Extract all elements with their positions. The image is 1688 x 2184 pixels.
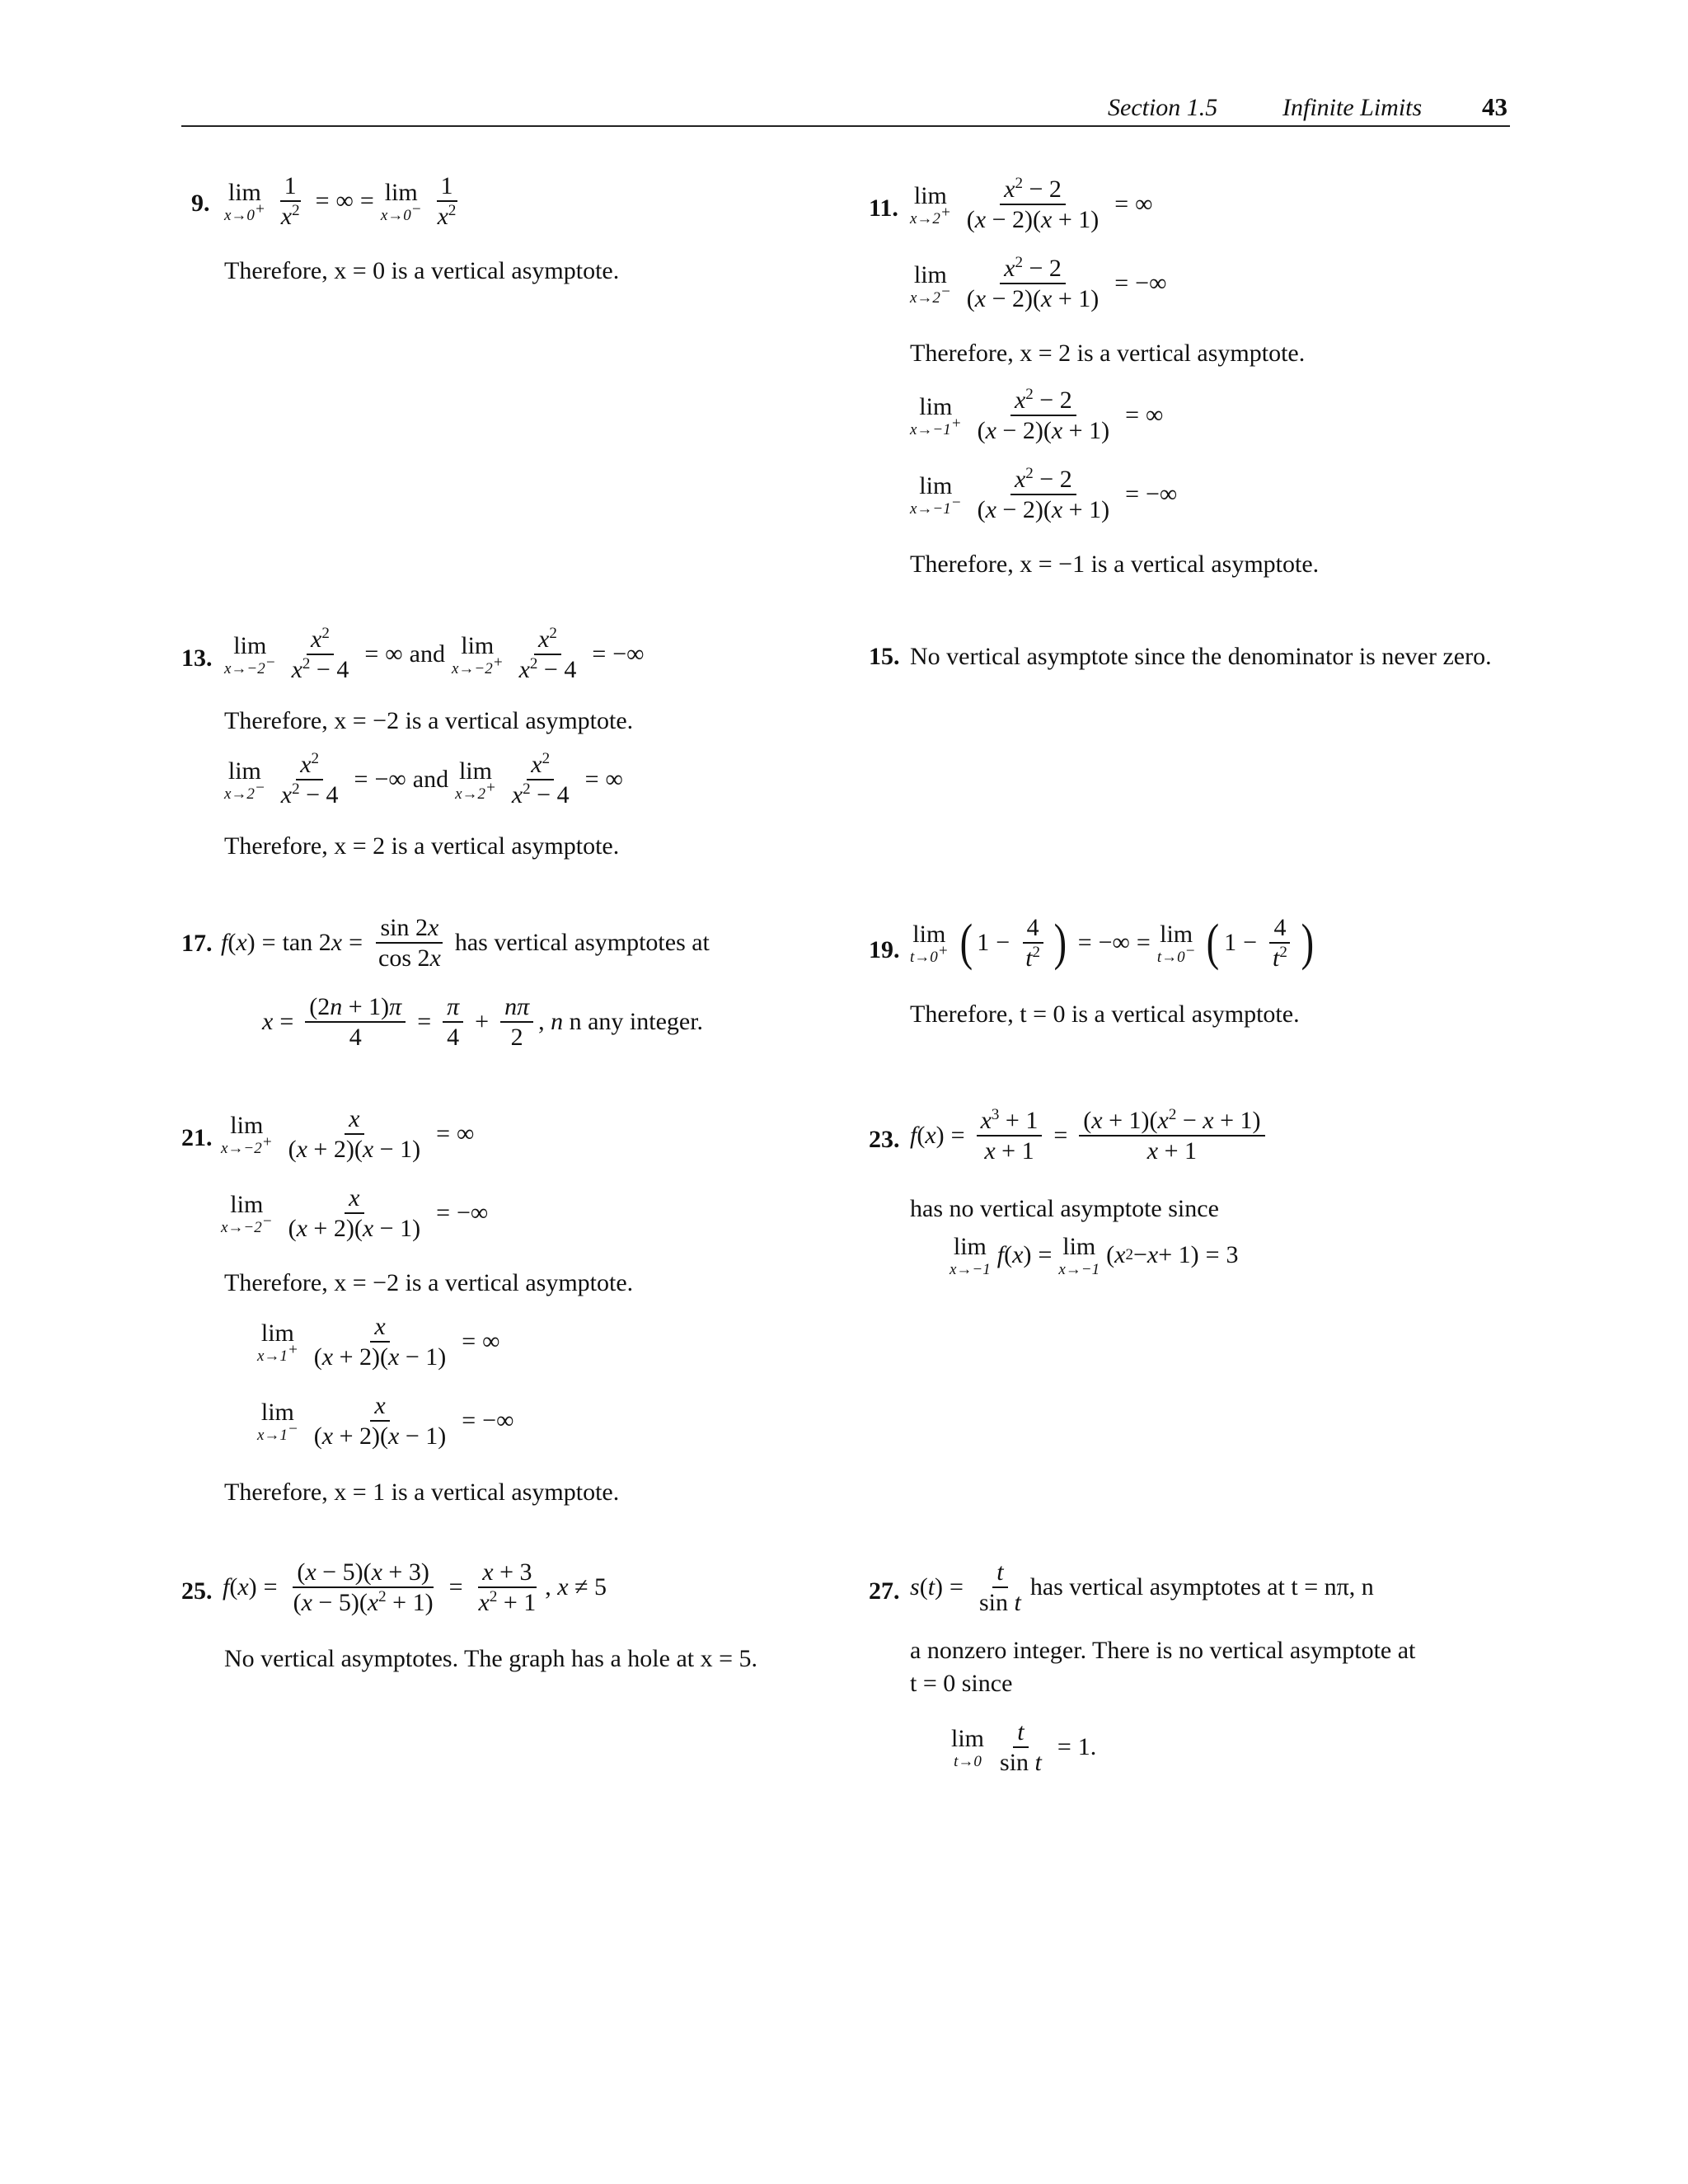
formula: lim x→−1+ $\frac{x^2 - 2}{(x - 2)(x + 1)}$ = ∞	[910, 386, 1164, 445]
conclusion-text: Therefore, x = −2 is a vertical asymptote.	[224, 1269, 634, 1296]
description-text: t = 0 since	[910, 1670, 1013, 1697]
conclusion-text: Therefore, x = −1 is a vertical asymptote.	[910, 551, 1320, 578]
formula: s ( t ) = $\frac{t}{\text{sin t}}$ has vertical asymptotes at t = nπ, n	[910, 1558, 1374, 1617]
formula: lim x→−2+ $\frac{x}{(x + 2)(x - 1)}$ = ∞	[221, 1105, 475, 1164]
formula: lim t→0+ ( 1 − $\frac{4}{t^2}$ ) = −∞ = lim t→0− ( 1 − $\frac{4}{t^2}$ )	[910, 914, 1314, 972]
conclusion-text: Therefore, x = 1 is a vertical asymptote.	[224, 1479, 620, 1506]
description-text: has no vertical asymptote since	[910, 1195, 1219, 1222]
problem-number: 17.	[181, 930, 213, 957]
description-text: has vertical asymptotes at t = nπ, n	[1029, 1573, 1374, 1601]
section-label: Section 1.5	[1108, 94, 1218, 121]
formula: lim x→−1− $\frac{x^2 - 2}{(x - 2)(x + 1)}$ = −∞	[910, 465, 1178, 524]
formula: lim x→−1 f ( x ) = lim x→−1 ( x 2 − x + 1) = 3	[950, 1233, 1239, 1278]
formula: lim x→1− $\frac{x}{(x + 2)(x - 1)}$ = −∞	[257, 1392, 514, 1451]
formula: f ( x ) = tan 2 x = $\frac{\sin 2x}{\cos 2x}$ has vertical asymptotes at	[221, 914, 710, 972]
conclusion-text: Therefore, x = −2 is a vertical asymptote.	[224, 707, 634, 734]
problem-number: 9.	[191, 190, 210, 217]
formula: f ( x ) = $\frac{(x - 5)(x + 3)}{(x - 5)(x^2 + 1)}$ = $\frac{x + 3}{x^2 + 1}$ , x ≠ 5	[223, 1558, 607, 1617]
problem-number: 11.	[869, 194, 898, 222]
problem-number: 25.	[181, 1577, 213, 1605]
formula: lim t→0 $\frac{t}{\text{sin t}}$ = 1.	[951, 1718, 1097, 1777]
description-text: n any integer.	[569, 1008, 704, 1036]
formula: lim x→2− $\frac{x^2 - 2}{(x - 2)(x + 1)}$ = −∞	[910, 254, 1167, 313]
formula: lim x→−2− $\frac{x}{(x + 2)(x - 1)}$ = −∞	[221, 1184, 489, 1243]
formula: lim x→1+ $\frac{x}{(x + 2)(x - 1)}$ = ∞	[257, 1313, 500, 1371]
page-header	[181, 89, 1510, 127]
formula: lim x→2− $\frac{x^2}{x^2 - 4}$ = −∞ and lim x→2+ $\frac{x^2}{x^2 - 4}$ = ∞	[224, 750, 623, 809]
conclusion-text: Therefore, x = 0 is a vertical asymptote.	[224, 257, 620, 284]
description-text: a nonzero integer. There is no vertical asymptote at	[910, 1637, 1416, 1664]
conclusion-text: Therefore, x = 2 is a vertical asymptote.	[224, 832, 620, 860]
problem-number: 27.	[869, 1577, 900, 1605]
problem-number: 13.	[181, 644, 213, 672]
conclusion-text: No vertical asymptotes. The graph has a hole at x = 5.	[224, 1645, 758, 1672]
problem-number: 23.	[869, 1126, 900, 1153]
section-title: Infinite Limits	[1282, 94, 1423, 121]
page-number: 43	[1482, 92, 1507, 121]
formula: x = $\frac{(2n + 1)\pi}{4}$ = $\frac{\pi}{4}$ + $\frac{n\pi}{2}$ , n n any integer.	[262, 993, 704, 1052]
description-text: has vertical asymptotes at	[454, 929, 710, 957]
formula: lim x→0+ $\frac{1}{x^2}$ = ∞ = lim x→0− $\frac{1}{x^2}$	[224, 172, 457, 231]
formula: f ( x ) = $\frac{x^3 + 1}{x + 1}$ = $\frac{(x + 1)(x^2 - x + 1)}{x + 1}$	[910, 1106, 1270, 1166]
formula: lim x→2+ $\frac{x^2 - 2}{(x - 2)(x + 1)}$ = ∞	[910, 175, 1153, 234]
formula: lim x→−2− $\frac{x^2}{x^2 - 4}$ = ∞ and lim x→−2+ $\frac{x^2}{x^2 - 4}$ = −∞	[224, 625, 645, 684]
problem-number: 19.	[869, 936, 900, 963]
answer-text: No vertical asymptote since the denominator is never zero.	[910, 643, 1492, 670]
problem-number: 15.	[869, 643, 900, 670]
problem-number: 21.	[181, 1124, 213, 1151]
conclusion-text: Therefore, x = 2 is a vertical asymptote.	[910, 340, 1306, 367]
conclusion-text: Therefore, t = 0 is a vertical asymptote.	[910, 1001, 1300, 1028]
